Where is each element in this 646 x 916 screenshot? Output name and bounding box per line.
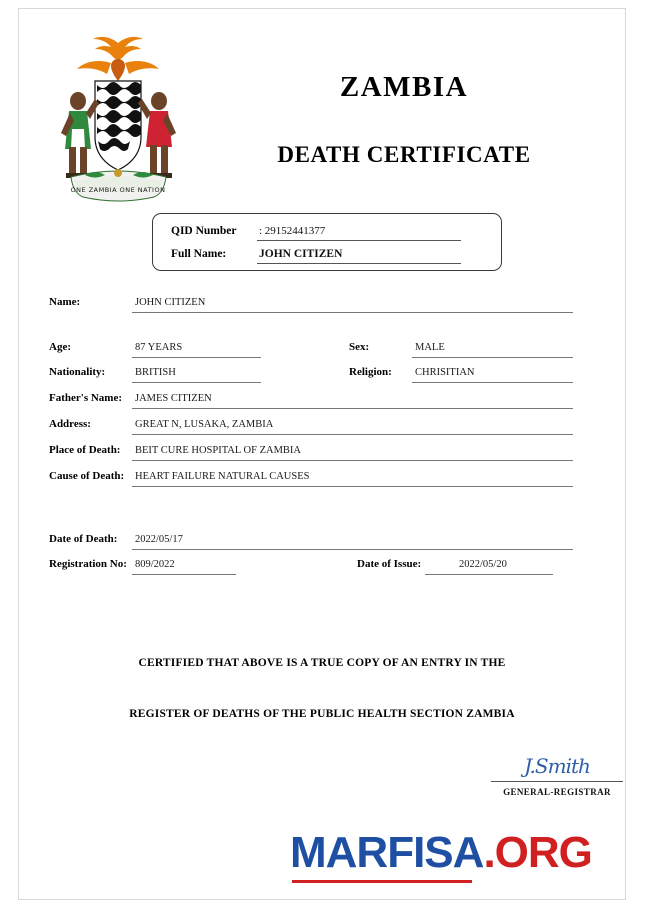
field-row-fathers-name: [19, 389, 625, 411]
qid-fullname-row: [171, 246, 491, 266]
name-underline: [132, 312, 573, 313]
watermark-part-1: MARFISA: [290, 828, 484, 877]
place-of-death-label: Place of Death:: [49, 444, 121, 456]
age-value: 87 YEARS: [135, 342, 183, 353]
date-of-issue-value: 2022/05/20: [459, 559, 507, 570]
field-row-name: [19, 293, 625, 315]
qid-fullname-value: JOHN CITIZEN: [259, 248, 343, 260]
certification-line-1: CERTIFIED THAT ABOVE IS A TRUE COPY OF AN ENTRY IN THE: [138, 657, 506, 669]
cause-of-death-underline: [132, 486, 573, 487]
certification-line-2: REGISTER OF DEATHS OF THE PUBLIC HEALTH SECTION ZAMBIA: [129, 708, 515, 720]
watermark-text: [290, 828, 635, 878]
svg-text:ONE ZAMBIA ONE NATION: ONE ZAMBIA ONE NATION: [70, 186, 166, 194]
signature-block: [487, 751, 627, 797]
date-of-death-label: Date of Death:: [49, 533, 118, 545]
cause-of-death-value: HEART FAILURE NATURAL CAUSES: [135, 471, 310, 482]
date-of-issue-label: Date of Issue:: [357, 558, 422, 570]
certificate-page: [18, 8, 626, 900]
signature-caption: GENERAL-REGISTRAR: [503, 787, 611, 797]
title-block: [204, 71, 604, 168]
religion-value: CHRISITIAN: [415, 367, 475, 378]
name-label: Name:: [49, 296, 81, 308]
nationality-underline: [132, 382, 261, 383]
qid-number-value: : 29152441377: [259, 225, 326, 237]
cause-of-death-label: Cause of Death:: [49, 470, 125, 482]
field-row-registration-issue: [19, 555, 625, 577]
fathers-name-label: Father's Name:: [49, 392, 123, 404]
qid-number-row: [171, 223, 491, 243]
sex-underline: [412, 357, 573, 358]
fathers-name-underline: [132, 408, 573, 409]
date-of-issue-underline: [425, 574, 553, 575]
watermark-part-2: .ORG: [483, 828, 592, 877]
certificate-title: DEATH CERTIFICATE: [277, 142, 531, 167]
sex-label: Sex:: [349, 341, 370, 353]
age-underline: [132, 357, 261, 358]
field-row-cause-of-death: [19, 467, 625, 489]
country-title: ZAMBIA: [339, 71, 469, 103]
registration-no-value: 809/2022: [135, 559, 175, 570]
date-of-death-underline: [132, 549, 573, 550]
address-label: Address:: [49, 418, 91, 430]
qid-fullname-underline: [257, 263, 461, 264]
religion-underline: [412, 382, 573, 383]
address-value: GREAT N, LUSAKA, ZAMBIA: [135, 419, 274, 430]
field-row-place-of-death: [19, 441, 625, 463]
age-label: Age:: [49, 341, 71, 353]
qid-summary-box: [152, 213, 502, 271]
field-row-nationality-religion: [19, 363, 625, 385]
watermark: [290, 828, 635, 890]
nationality-label: Nationality:: [49, 366, 106, 378]
religion-label: Religion:: [349, 366, 392, 378]
qid-number-underline: [257, 240, 461, 241]
address-underline: [132, 434, 573, 435]
qid-fullname-label: Full Name:: [171, 248, 227, 260]
place-of-death-underline: [132, 460, 573, 461]
zambia-coat-of-arms-icon: [41, 29, 196, 204]
signature-mark: J.Smith: [524, 754, 590, 778]
registration-no-underline: [132, 574, 236, 575]
name-value: JOHN CITIZEN: [135, 297, 206, 308]
place-of-death-value: BEIT CURE HOSPITAL OF ZAMBIA: [135, 445, 302, 456]
fathers-name-value: JAMES CITIZEN: [135, 393, 212, 404]
sex-value: MALE: [415, 342, 445, 353]
qid-number-label: QID Number: [171, 225, 237, 237]
registration-no-label: Registration No:: [49, 558, 127, 570]
field-row-address: [19, 415, 625, 437]
signature-line: [491, 781, 623, 782]
certificate-header: [19, 9, 625, 194]
date-of-death-value: 2022/05/17: [135, 534, 183, 545]
nationality-value: BRITISH: [135, 367, 176, 378]
field-row-age-sex: [19, 338, 625, 360]
watermark-underline: [292, 880, 472, 883]
field-row-date-of-death: [19, 530, 625, 552]
